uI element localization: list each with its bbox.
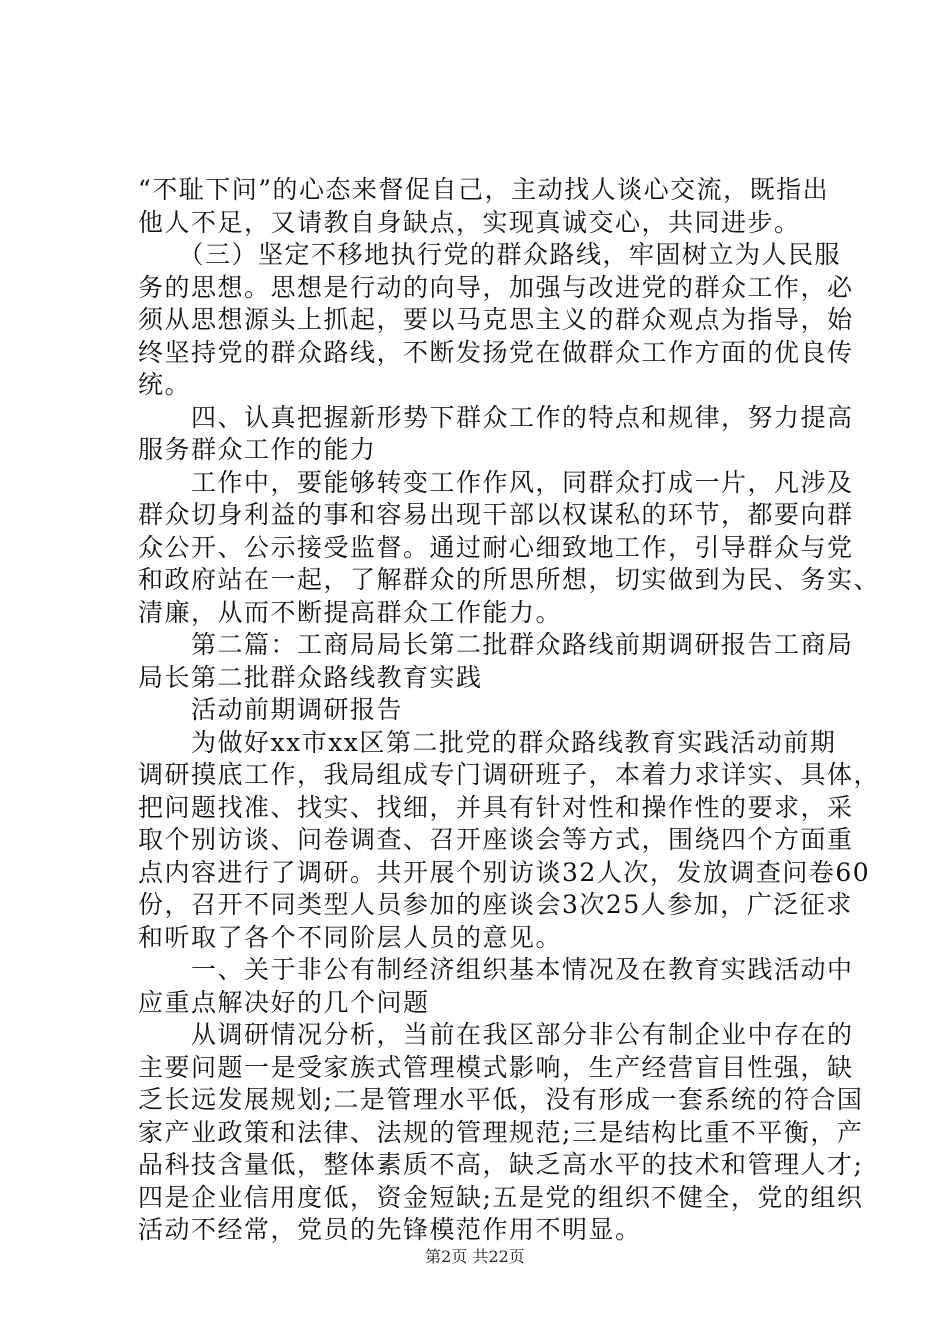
text-line: 点内容进行了调研。共开展个别访谈32人次，发放调查问卷60 [138,857,871,887]
text-line: （三）坚定不移地执行党的群众路线，牢固树立为人民服 [138,240,842,269]
text-line: 把问题找准、找实、找细，并具有针对性和操作性的要求，采 [138,792,854,822]
section-heading-line: 服务群众工作的能力 [138,435,377,464]
text-line: 群众切身利益的事和容易出现干部以权谋私的环节，都要向群 [138,500,854,529]
text-line: 品科技含量低，整体素质不高，缺乏高水平的技术和管理人才; [138,1150,864,1179]
text-line: 和政府站在一起，了解群众的所思所想，切实做到为民、务实、 [138,565,881,594]
document-body [138,174,881,1247]
text-line: 调研摸底工作，我局组成专门调研班子，本着力求详实、具体， [138,760,881,789]
text-line: 工作中，要能够转变工作作风，同群众打成一片，凡涉及 [138,467,854,497]
text-line: 终坚持党的群众路线，不断发扬党在做群众工作方面的优良传 [138,337,854,367]
chapter-title-line: 局长第二批群众路线教育实践 [138,662,483,692]
text-line: 主要问题一是受家族式管理模式影响，生产经营盲目性强，缺 [138,1052,854,1082]
section-heading-line: 应重点解决好的几个问题 [138,987,430,1017]
section-heading-line: 四、认真把握新形势下群众工作的特点和规律，努力提高 [138,402,854,432]
section-heading-line: 一、关于非公有制经济组织基本情况及在教育实践活动中 [138,955,854,984]
text-line: 乏长远发展规划;二是管理水平低，没有形成一套系统的符合国 [138,1085,864,1114]
text-line: 从调研情况分析，当前在我区部分非公有制企业中存在的 [138,1020,854,1049]
text-line: 须从思想源头上抓起，要以马克思主义的群众观点为指导，始 [138,305,854,334]
chapter-title-line: 第二篇：工商局局长第二批群众路线前期调研报告工商局 [138,630,854,659]
text-line: 清廉，从而不断提高群众工作能力。 [138,597,563,627]
chapter-title-line: 活动前期调研报告 [138,695,404,724]
text-line: 和听取了各个不同阶层人员的意见。 [138,922,563,952]
text-line: 家产业政策和法律、法规的管理规范;三是结构比重不平衡，产 [138,1117,864,1147]
text-line: “不耻下问”的心态来督促自己，主动找人谈心交流，既指出 [138,175,830,204]
text-line: 份，召开不同类型人员参加的座谈会3次25人参加，广泛征求 [138,890,853,919]
text-line: 统。 [138,370,192,399]
text-line: 活动不经常，党员的先锋模范作用不明显。 [138,1215,642,1244]
page-number-footer: 第2页 共22页 [425,1247,525,1266]
text-line: 为做好xx市xx区第二批党的群众路线教育实践活动前期 [138,727,837,757]
text-line: 取个别访谈、问卷调查、召开座谈会等方式，围绕四个方面重 [138,825,854,854]
text-line: 他人不足，又请教自身缺点，实现真诚交心，共同进步。 [138,207,801,237]
text-line: 四是企业信用度低，资金短缺;五是党的组织不健全，党的组织 [138,1182,864,1212]
text-line: 务的思想。思想是行动的向导，加强与改进党的群众工作，必 [138,272,854,302]
text-line: 众公开、公示接受监督。通过耐心细致地工作，引导群众与党 [138,532,854,562]
